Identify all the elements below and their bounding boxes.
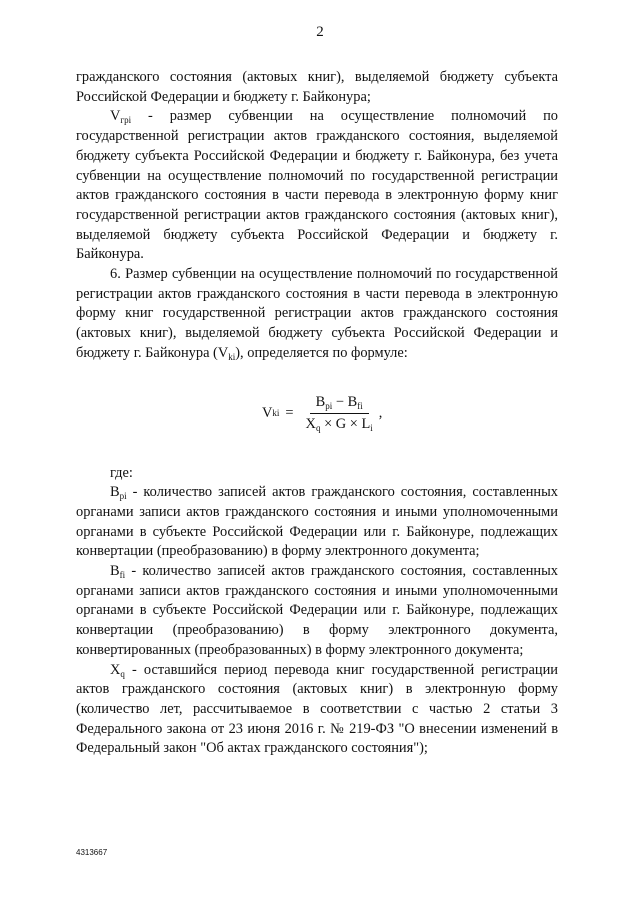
denominator-i-subscript: i [370, 422, 373, 433]
document-code: 4313667 [76, 848, 108, 857]
paragraph-6-end: ), определяется по формуле: [235, 344, 408, 361]
denominator-q-subscript: q [315, 422, 321, 433]
paragraph-6-text: 6. Размер субвенции на осуществление полномочий по государственной регистрации актов гражданского состояния в части перевода в электронную форму книг государственной регистрации актов гражданского состояния (актовых книг), выделяемой бюджету субъекта Российской Федерации и бюджету г. Байконура (V [76, 266, 558, 361]
bpi-symbol: B [110, 484, 120, 501]
formula: V ki = $\frac{B_{pi} - B_{fi}}{X_q \times G \times L_i}$ , [262, 393, 383, 433]
denominator-rest: × G × L [324, 415, 371, 432]
xq-text: - оставшийся период перевода книг государственной регистрации актов гражданского состояния (актовых книг) в электронную форму (количество лет, рассчитываемое в соответствии с частью 2 статьи 3 Федерального закона от 23 июня 2016 г. № 219-ФЗ "О внесении изменений в Федеральный закон "Об актах гражданского состояния"); [76, 661, 558, 757]
formula-comma: , [378, 404, 383, 421]
bfi-subscript: fi [119, 570, 126, 581]
definition-bpi [76, 483, 558, 562]
bfi-symbol: B [110, 563, 120, 580]
paragraph-vgri-definition [76, 107, 558, 265]
numerator-pi-subscript: pi [325, 400, 333, 411]
vgri-symbol: V [110, 108, 121, 125]
numerator-b-fi: B [347, 393, 358, 410]
formula-lhs: V [262, 404, 273, 421]
bpi-text: - количество записей актов гражданского состояния, составленных органами записи актов гражданского состояния и иными уполномоченными органами в субъекте Российской Федерации или г. Байконуре, подлежащих конвертации (преобразованию) в форму электронного документа; [76, 484, 558, 560]
numerator-fi-subscript: fi [357, 400, 363, 411]
formula-equals: = [285, 404, 294, 421]
vgri-text: - размер субвенции на осуществление полномочий по государственной регистрации актов гражданского состояния, выделяемой бюджету субъекта Российской Федерации и бюджету г. Байконура, без учета субвенции на осуществление полномочий по государственной регистрации актов гражданского состояния в части перевода в электронную форму книг государственной регистрации актов гражданского состояния (актовых книг), выделяемой бюджету субъекта Российской Федерации и бюджету г. Байконура. [76, 108, 558, 263]
denominator-x: X [305, 415, 316, 432]
paragraph-6 [76, 265, 558, 364]
definition-bfi [76, 562, 558, 661]
formula-denominator [300, 414, 379, 433]
bpi-subscript: pi [119, 491, 127, 502]
definition-xq [76, 661, 558, 760]
xq-subscript: q [120, 668, 125, 679]
formula-fraction [300, 394, 379, 433]
paragraph-continuation: гражданского состояния (актовых книг), выделяемой бюджету субъекта Российской Федерации и бюджету г. Байконура; [76, 69, 558, 105]
formula-block [76, 364, 558, 464]
numerator-minus: − [335, 393, 344, 410]
document-body [76, 68, 558, 759]
formula-numerator [310, 394, 369, 414]
xq-symbol: X [110, 661, 121, 678]
vgri-subscript: грi [120, 115, 132, 126]
page-number: 2 [316, 24, 324, 40]
paragraph-6-subscript: ki [228, 351, 236, 362]
bfi-text: - количество записей актов гражданского состояния, составленных органами записи актов гражданского состояния и иными уполномоченными органами в субъекте Российской Федерации или г. Байконуре, подлежащих конвертации (преобразованию) в форму электронного документа, конвертированных (преобразованных) в форму электронного документа; [76, 563, 558, 658]
numerator-b-pi: B [315, 393, 326, 410]
where-label: где: [110, 464, 133, 481]
